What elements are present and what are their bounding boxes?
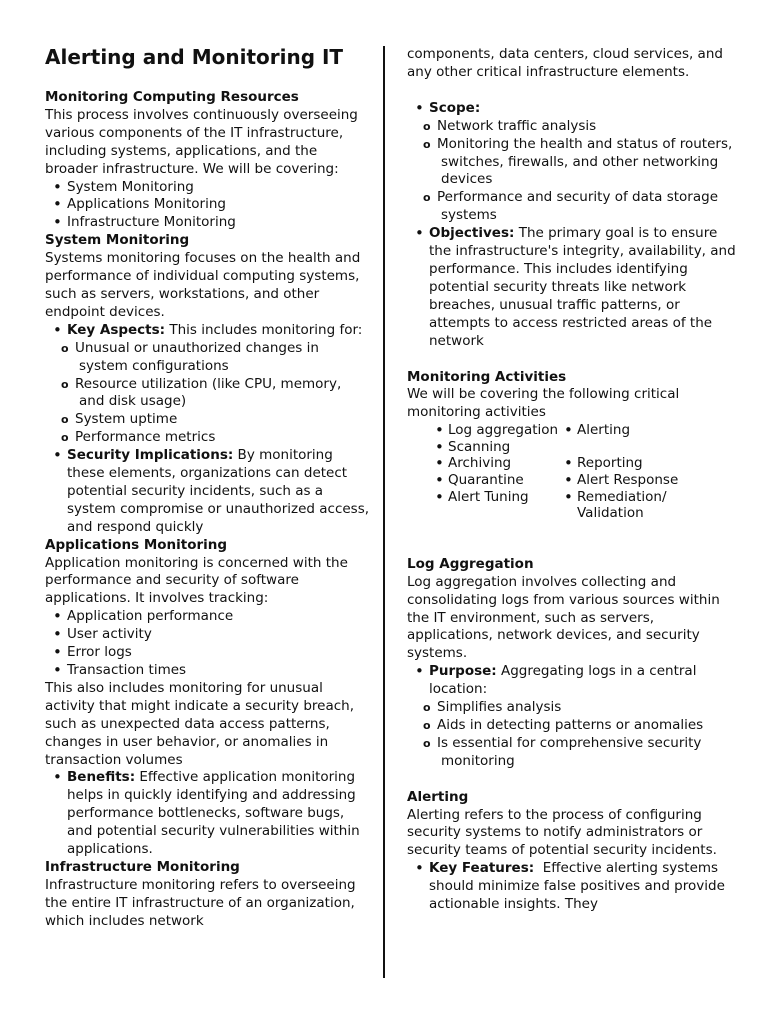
list-item: • System Monitoring	[45, 179, 370, 197]
section-heading-monitoring-activities: Monitoring Activities	[407, 368, 567, 385]
spacer	[407, 351, 737, 369]
activities-grid	[435, 422, 737, 522]
list-item	[407, 860, 737, 914]
section-heading-applications-monitoring: Applications Monitoring	[45, 536, 228, 553]
sub-list-item: o Simplifies analysis	[423, 699, 562, 716]
bullet-list	[45, 769, 370, 859]
section-text: Application monitoring is concerned with the performance and security of software applications. It involves tracking:	[45, 554, 348, 607]
list-item	[45, 447, 370, 537]
circle-bullet-icon: o	[423, 701, 431, 715]
section-heading-infrastructure-monitoring: Infrastructure Monitoring	[45, 858, 240, 875]
spacer	[407, 522, 737, 556]
activities-column-1	[435, 422, 566, 522]
page-title: Alerting and Monitoring IT	[45, 45, 344, 69]
section-text: Systems monitoring focuses on the health and performance of individual computing systems, such as servers, workstations, and other endpoint devices.	[45, 250, 361, 320]
activity-item: • Scanning	[435, 439, 566, 456]
bullet-list	[407, 225, 737, 350]
sub-list-item: o Resource utilization (like CPU, memory, and disk usage)	[61, 375, 342, 410]
sub-list-item: o Network traffic analysis	[423, 117, 597, 134]
circle-bullet-icon: o	[423, 718, 431, 732]
section-heading-system-monitoring: System Monitoring	[45, 232, 190, 249]
benefits-label: Benefits:	[67, 769, 136, 786]
spacer	[407, 771, 737, 789]
purpose-label: Purpose:	[429, 663, 497, 680]
sub-list-item: o Performance and security of data storage systems	[423, 189, 719, 224]
activities-column-2	[564, 422, 726, 522]
activity-item: • Log aggregation	[435, 422, 566, 439]
circle-bullet-icon: o	[61, 413, 69, 427]
bullet-list	[45, 608, 370, 680]
list-item: • Applications Monitoring	[45, 196, 370, 214]
list-item	[407, 663, 737, 699]
purpose-text: Aggregating logs in a central location:	[429, 663, 697, 698]
activity-item: • Archiving	[435, 455, 566, 472]
section-heading-monitoring-resources: Monitoring Computing Resources	[45, 89, 299, 105]
sub-list-item: o Unusual or unauthorized changes in system configurations	[61, 339, 319, 374]
benefits-text: Effective application monitoring helps in quickly identifying and addressing performance bottlenecks, software bugs, and potential security vulnerabilities within applications.	[67, 769, 360, 858]
sub-list	[407, 118, 737, 225]
left-column	[45, 42, 370, 931]
section-text: components, data centers, cloud services, and any other critical infrastructure elements.	[407, 46, 723, 80]
circle-bullet-icon: o	[61, 431, 69, 445]
objectives-label: Objectives:	[429, 225, 515, 242]
section-text: Alerting refers to the process of configuring security systems to notify administrators or security teams of potential security incidents.	[407, 806, 717, 859]
activity-item: • Alert Tuning	[435, 489, 566, 506]
bullet-list	[407, 663, 737, 699]
list-item: • Transaction times	[45, 662, 370, 680]
scope-label: Scope:	[429, 99, 481, 116]
key-aspects-text: This includes monitoring for:	[165, 321, 363, 338]
spacer	[407, 82, 737, 100]
section-text: This process involves continuously overseeing various components of the IT infrastructure, including systems, applications, and the broader infrastructure. We will be covering:	[45, 106, 358, 177]
sub-list-item: o Performance metrics	[61, 429, 216, 446]
bullet-list	[45, 322, 370, 340]
section-text: Infrastructure monitoring refers to overseeing the entire IT infrastructure of an organization, which includes network	[45, 876, 356, 929]
right-column	[407, 46, 737, 914]
sub-list-item: o System uptime	[61, 411, 178, 428]
list-item: • Error logs	[45, 644, 370, 662]
section-heading-alerting: Alerting	[407, 788, 469, 805]
sub-list-item: o Is essential for comprehensive security monitoring	[423, 734, 702, 769]
list-item	[407, 100, 737, 118]
bullet-list	[407, 860, 737, 914]
activity-item: • Remediation/ Validation	[564, 489, 726, 522]
circle-bullet-icon: o	[61, 341, 69, 355]
sub-list	[407, 699, 737, 771]
circle-bullet-icon: o	[423, 191, 431, 205]
list-item	[45, 769, 370, 859]
activity-item: • Reporting	[564, 455, 726, 472]
sub-list-item: o Monitoring the health and status of routers, switches, firewalls, and other networking devices	[423, 135, 733, 188]
list-item: • Application performance	[45, 608, 370, 626]
bullet-list	[45, 447, 370, 537]
activity-item: • Alerting	[564, 422, 726, 439]
objectives-text: The primary goal is to ensure the infrastructure's integrity, availability, and performance. This includes identifying potential security threats like network breaches, unusual traffic patterns, or attempts to access restricted areas of the network	[429, 225, 736, 349]
circle-bullet-icon: o	[423, 119, 431, 133]
activity-item: • Quarantine	[435, 472, 566, 489]
sub-list	[45, 340, 370, 447]
list-item	[407, 225, 737, 350]
circle-bullet-icon: o	[61, 377, 69, 391]
security-implications-label: Security Implications:	[67, 447, 234, 464]
bullet-list	[407, 100, 737, 118]
circle-bullet-icon: o	[423, 137, 431, 151]
security-implications-text: By monitoring these elements, organizations can detect potential security incidents, such as a system compromise or unauthorized access, and respond quickly	[67, 447, 370, 535]
section-text: This also includes monitoring for unusual activity that might indicate a security breach, such as unexpected data access patterns, changes in user behavior, or anomalies in transaction volumes	[45, 679, 355, 768]
list-item	[45, 322, 370, 340]
column-divider	[383, 46, 385, 978]
activity-item: • Alert Response	[564, 472, 726, 489]
list-item: • User activity	[45, 626, 370, 644]
list-item: • Infrastructure Monitoring	[45, 214, 370, 232]
sub-list-item: o Aids in detecting patterns or anomalies	[423, 716, 704, 733]
section-text: We will be covering the following critical monitoring activities	[407, 386, 680, 421]
key-aspects-label: Key Aspects:	[67, 321, 166, 338]
key-features-text: Effective alerting systems should minimize false positives and provide actionable insights. They	[429, 860, 730, 913]
circle-bullet-icon: o	[423, 736, 431, 750]
bullet-list	[45, 179, 370, 233]
section-text: Log aggregation involves collecting and consolidating logs from various sources within the IT environment, such as servers, applications, network devices, and security systems.	[407, 573, 720, 662]
section-heading-log-aggregation: Log Aggregation	[407, 555, 534, 572]
key-features-label: Key Features:	[429, 860, 535, 877]
